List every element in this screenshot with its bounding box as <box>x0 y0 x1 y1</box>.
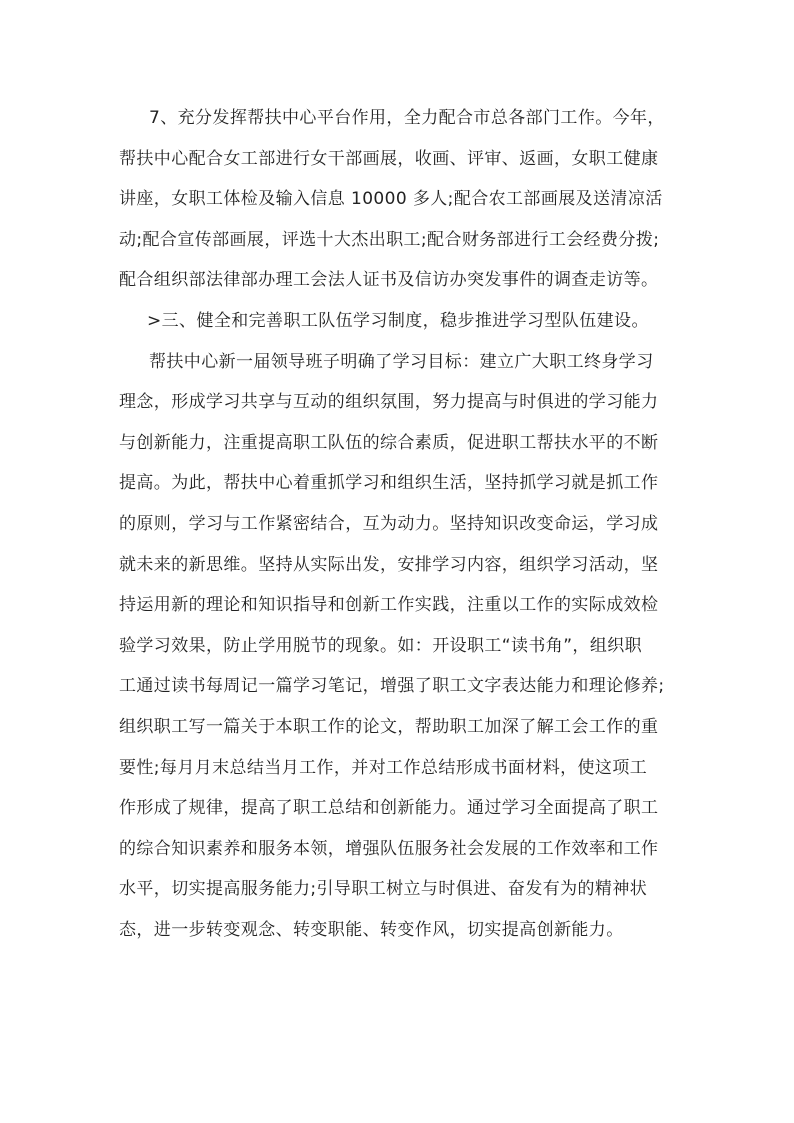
paragraph-7-line-3: 讲座，女职工体检及输入信息 10000 多人;配合农工部画展及送清凉活 <box>119 189 663 210</box>
paragraph-learning-line-5: 的原则，学习与工作紧密结合，互为动力。坚持知识改变命运，学习成 <box>119 513 659 534</box>
paragraph-learning-line-2: 理念，形成学习共享与互动的组织氛围，努力提高与时俱进的学习能力 <box>119 392 659 413</box>
paragraph-learning-line-14: 水平，切实提高服务能力;引导职工树立与时俱进、奋发有为的精神状 <box>119 879 648 900</box>
paragraph-learning-line-7: 持运用新的理论和知识指导和创新工作实践，注重以工作的实际成效检 <box>119 595 659 616</box>
paragraph-learning-line-11: 要性;每月月末总结当月工作，并对工作总结形成书面材料，使这项工 <box>119 757 648 778</box>
paragraph-learning-line-15: 态，进一步转变观念、转变职能、转变作风，切实提高创新能力。 <box>119 919 624 940</box>
paragraph-learning-line-10: 组织职工写一篇关于本职工作的论文，帮助职工加深了解工会工作的重 <box>119 716 659 737</box>
paragraph-learning-line-4: 提高。为此，帮扶中心着重抓学习和组织生活，坚持抓学习就是抓工作 <box>119 473 659 494</box>
paragraph-7-line-5: 配合组织部法律部办理工会法人证书及信访办突发事件的调查走访等。 <box>119 270 659 291</box>
paragraph-learning-line-9: 工通过读书每周记一篇学习笔记，增强了职工文字表达能力和理论修养; <box>119 676 665 697</box>
paragraph-7-line-1: 7、充分发挥帮扶中心平台作用，全力配合市总各部门工作。今年， <box>149 108 665 128</box>
document-body <box>119 98 676 950</box>
paragraph-learning-line-12: 作形成了规律，提高了职工总结和创新能力。通过学习全面提高了职工 <box>119 798 659 819</box>
paragraph-learning-line-13: 的综合知识素养和服务本领，增强队伍服务社会发展的工作效率和工作 <box>119 838 659 859</box>
section-heading: >三、健全和完善职工队伍学习制度，稳步推进学习型队伍建设。 <box>147 310 649 331</box>
paragraph-learning-line-6: 就未来的新思维。坚持从实际出发，安排学习内容，组织学习活动，坚 <box>119 554 659 575</box>
paragraph-learning-line-8: 验学习效果，防止学用脱节的现象。如：开设职工“读书角”，组织职 <box>119 635 643 656</box>
paragraph-7-line-2: 帮扶中心配合女工部进行女干部画展，收画、评审、返画，女职工健康 <box>119 148 659 169</box>
paragraph-learning-line-3: 与创新能力，注重提高职工队伍的综合素质，促进职工帮扶水平的不断 <box>119 432 659 453</box>
paragraph-learning-line-1: 帮扶中心新一届领导班子明确了学习目标：建立广大职工终身学习 <box>149 351 654 372</box>
paragraph-7-line-4: 动;配合宣传部画展，评选十大杰出职工;配合财务部进行工会经费分拨; <box>119 229 660 250</box>
